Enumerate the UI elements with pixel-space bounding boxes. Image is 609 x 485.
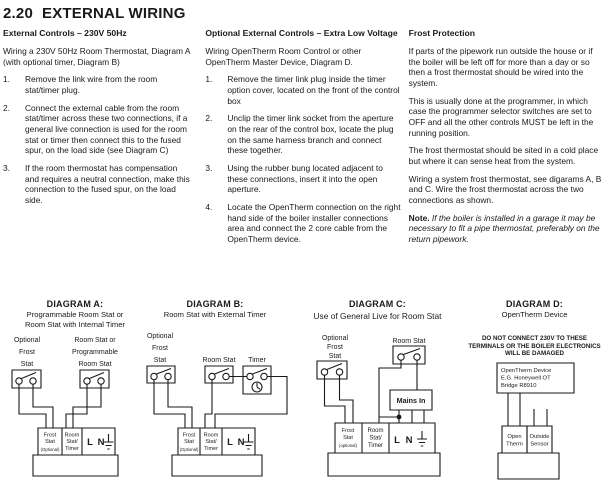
timer-box [243, 366, 271, 394]
text-columns [3, 28, 606, 296]
svg-text:Stat/: Stat/ [369, 435, 382, 442]
svg-text:Frost: Frost [43, 432, 57, 439]
item-number: 2. [205, 113, 213, 124]
svg-text:Room Stat: Room Stat [202, 357, 236, 364]
opentherm-device-box [497, 363, 574, 393]
diagram-b-heading [135, 293, 295, 330]
paragraph: Wiring a system frost thermostat, see digarams A, B and C. Wire the frost thermostat across the two connections as shown. [408, 173, 602, 205]
list-item [3, 74, 192, 95]
diagram-b-subtitle: Room Stat with External Timer [163, 310, 267, 319]
list-item [205, 163, 400, 195]
svg-text:L: L [394, 435, 400, 446]
intro-paragraph: Wiring a 230V 50Hz Room Thermostat, Diagram A (with optional timer, Diagram B) [3, 45, 190, 67]
page-title [3, 5, 606, 22]
svg-text:L: L [227, 437, 233, 448]
diagram-d-heading [460, 293, 609, 330]
svg-text:E.G. Honeywell OT: E.G. Honeywell OT [501, 375, 551, 382]
svg-text:Programmable: Programmable [72, 349, 118, 356]
list-item [205, 202, 400, 245]
numbered-list [3, 74, 192, 205]
column-optional-controls [205, 28, 400, 296]
diagram-a-heading [0, 293, 150, 330]
earth-icon [244, 434, 254, 449]
room-stat-switch-icon [80, 370, 109, 388]
svg-text:Room: Room [64, 432, 80, 439]
diagram-a-title: DIAGRAM A: [46, 299, 104, 309]
diagram-d-title: DIAGRAM D: [506, 299, 563, 309]
terminal-block [335, 423, 435, 453]
svg-text:Open: Open [507, 433, 522, 440]
svg-text:Stat: Stat [328, 353, 342, 360]
boiler-box [498, 453, 559, 479]
item-text: Using the rubber bung located adjacent to these connections, insert it into the open aperture. [227, 162, 383, 195]
svg-text:Timer: Timer [248, 357, 266, 364]
svg-text:Stat: Stat [45, 439, 55, 445]
paragraph: The frost thermostat should be sited in a cold place but where it can sense heat from the system. [408, 145, 599, 166]
list-item [205, 113, 400, 156]
earth-icon [104, 434, 114, 449]
diagram-b-drawing [135, 330, 295, 478]
diagram-d-subtitle: OpenTherm Device [501, 310, 568, 319]
svg-text:Stat: Stat [343, 435, 353, 441]
svg-text:L: L [87, 437, 93, 448]
note-text: If the boiler is installed in a garage it may be necessary to fit a pipe thermostat, preferably on the return pipework. [408, 212, 600, 244]
diagram-c-heading [295, 293, 460, 330]
warning-text: DO NOT CONNECT 230V TO THESE TERMINALS OR THE BOILER ELECTRONICS WILL BE DAMAGED [468, 335, 601, 358]
boiler-box [172, 455, 262, 476]
junction-dot [397, 415, 402, 420]
svg-text:OpenTherm Device: OpenTherm Device [501, 367, 552, 374]
svg-text:Frost: Frost [152, 345, 168, 352]
svg-text:Room Stat or: Room Stat or [74, 337, 116, 344]
section-title: EXTERNAL WIRING [42, 5, 186, 22]
diagram-c-drawing [295, 330, 460, 478]
item-text: Unclip the timer link socket from the aperture on the rear of the control box, locate the plug on the same harness branch and connect these together. [227, 113, 394, 156]
svg-text:Stat: Stat [153, 357, 167, 364]
boiler-box [33, 455, 118, 476]
diagram-d [460, 293, 609, 481]
mains-in-box [390, 390, 432, 410]
item-text: Remove the link wire from the room stat/timer plug. [25, 74, 158, 95]
diagram-c-subtitle: Use of General Live for Room Stat [313, 311, 442, 321]
svg-text:Stat/: Stat/ [66, 439, 78, 445]
svg-text:Room Stat: Room Stat [392, 338, 426, 345]
frost-stat-switch-icon [12, 370, 41, 388]
room-stat-switch-icon [205, 366, 233, 383]
item-number: 3. [205, 162, 213, 173]
section-number: 2.20 [3, 5, 33, 22]
column-heading: External Controls – 230V 50Hz [3, 28, 127, 38]
svg-text:N: N [97, 437, 105, 448]
svg-text:Room: Room [203, 432, 219, 439]
item-number: 4. [205, 201, 213, 212]
column-heading: Frost Protection [408, 28, 476, 38]
item-text: Locate the OpenTherm connection on the right hand side of the boiler installer connections area and connect the 2 core cable from the OpenTherm device. [227, 201, 401, 244]
clock-icon [252, 382, 262, 392]
column-external-controls [3, 28, 192, 296]
svg-text:(Optional): (Optional) [179, 447, 199, 452]
frost-stat-switch-icon [317, 361, 347, 379]
diagram-b [135, 293, 295, 478]
svg-text:Mains In: Mains In [396, 396, 426, 405]
svg-text:Bridge R8910: Bridge R8910 [501, 382, 537, 389]
diagram-c-title: DIAGRAM C: [349, 299, 406, 309]
frost-stat-switch-icon [147, 366, 175, 383]
wires [19, 384, 101, 428]
svg-text:Room: Room [367, 428, 384, 434]
svg-text:Outside: Outside [529, 433, 550, 440]
note-label: Note. [408, 212, 430, 223]
diagram-d-drawing [460, 361, 609, 481]
diagram-a [0, 293, 150, 478]
svg-text:(Optional): (Optional) [40, 447, 60, 452]
terminal-block [178, 428, 255, 455]
svg-text:Frost: Frost [341, 428, 355, 434]
svg-text:Optional: Optional [321, 335, 349, 342]
svg-text:Timer: Timer [204, 446, 218, 452]
item-text: If the room thermostat has compensation and requires a neutral connection, make this connection to the fused spur, on the load side. [25, 162, 190, 205]
boiler-box [328, 453, 440, 476]
svg-text:N: N [237, 437, 245, 448]
paragraph: This is usually done at the programmer, in which case the programmer selector switches are set to OFF and all the other controls MUST be left in the running position. [408, 95, 594, 138]
svg-text:Stat/: Stat/ [205, 439, 217, 445]
terminal-block [502, 426, 552, 453]
svg-text:(optional): (optional) [339, 443, 357, 448]
svg-text:Frost: Frost [19, 349, 35, 356]
diagram-a-subtitle: Programmable Room Stat or Room Stat with Internal Timer [24, 310, 126, 329]
svg-text:N: N [405, 435, 413, 446]
svg-text:Stat: Stat [20, 361, 34, 368]
svg-text:Frost: Frost [327, 344, 343, 351]
svg-text:Stat: Stat [184, 439, 194, 445]
item-number: 2. [3, 102, 10, 113]
wires [508, 393, 547, 426]
wiring-diagrams [0, 293, 609, 485]
svg-text:Optional: Optional [146, 333, 174, 340]
wires [154, 377, 287, 429]
column-frost-protection [409, 28, 606, 296]
svg-text:Timer: Timer [65, 446, 79, 452]
note [409, 213, 606, 245]
item-number: 1. [205, 74, 213, 85]
svg-text:Room Stat: Room Stat [78, 361, 112, 368]
svg-text:Therm: Therm [506, 441, 523, 448]
column-heading: Optional External Controls – Extra Low Voltage [205, 28, 398, 38]
numbered-list [205, 74, 400, 244]
svg-text:Frost: Frost [182, 432, 196, 439]
svg-text:Timer: Timer [367, 443, 384, 449]
diagram-a-drawing [0, 330, 150, 478]
room-stat-switch-icon [393, 346, 425, 364]
svg-text:Sensor: Sensor [530, 441, 549, 448]
wires [325, 360, 425, 423]
svg-text:Optional: Optional [13, 337, 41, 344]
diagram-b-title: DIAGRAM B: [186, 299, 244, 309]
item-number: 3. [3, 162, 10, 173]
item-text: Remove the timer link plug inside the timer option cover, located on the front of the control box [227, 74, 400, 106]
paragraph: If parts of the pipework run outside the house or if the boiler will be left off for more than a day or so then a frost thermostat should be wired into the system. [408, 45, 593, 88]
terminal-block [38, 428, 115, 455]
intro-paragraph: Wiring OpenTherm Room Control or other OpenTherm Master Device, Diagram D. [205, 45, 362, 67]
diagram-c [295, 293, 460, 478]
list-item [205, 74, 400, 106]
item-text: Connect the external cable from the room stat/timer across these two connections, if a general live connection is used for the room stat or timer then connect this to the fused spur, on the load side (see Diagram C) [25, 102, 188, 156]
list-item [3, 163, 192, 206]
earth-icon [417, 431, 427, 446]
list-item [3, 103, 192, 156]
item-number: 1. [3, 74, 10, 85]
